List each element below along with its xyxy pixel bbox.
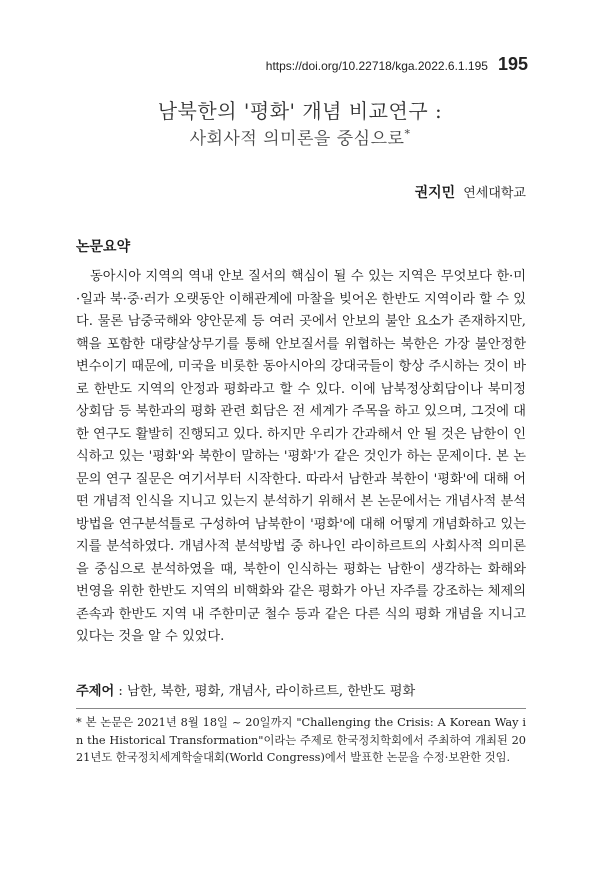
author-name: 권지민 xyxy=(414,185,456,201)
author-affiliation: 연세대학교 xyxy=(463,186,526,201)
keywords-values: 남한, 북한, 평화, 개념사, 라이하르트, 한반도 평화 xyxy=(127,684,416,699)
abstract-body: 동아시아 지역의 역내 안보 질서의 핵심이 될 수 있는 지역은 무엇보다 한·미·일과 북·중·러가 오랫동안 이해관계에 마찰을 빚어온 한반도 지역이라 할 수 있다. 물론 남중국해와 양안문제 등 여러 곳에서 안보의 불안 요소가 존재하지만, 핵을 포함한 대량살상무기를 통해 안보질서를 위협하는 북한은 가장 불안정한 변수이기 때문에, 미국을 비롯한 동아시아의 강대국들이 항상 주시하는 것이 바로 한반도 지역의 안정과 평화라고 할 수 있다. 이에 남북정상회담이나 북미정상회담 등 북한과의 평화 관련 회담은 전 세계가 주목을 하고 있으며, 그것에 대한 연구도 활발히 진행되고 있다. 하지만 우리가 간과해서 안 될 것은 남한이 인식하고 있는 '평화'와 북한이 말하는 '평화'가 같은 것인가 하는 문제이다. 본 논문의 연구 질문은 여기서부터 시작한다. 따라서 남한과 북한이 '평화'에 대해 어떤 개념적 인식을 지니고 있는지 분석하기 위해서 본 논문에서는 개념사적 분석방법을 연구분석틀로 구성하여 남북한이 '평화'에 대해 어떻게 개념화하고 있는지를 분석하였다. 개념사적 분석방법 중 하나인 라이하르트의 사회사적 의미론을 중심으로 분석하였을 때, 북한이 인식하는 평화는 남한이 생각하는 화해와 번영을 위한 한반도 지역의 비핵화와 같은 평화가 아닌 자주를 강조하는 체제의 존속과 한반도 지역 내 주한미군 철수 등과 같은 다른 식의 평화 개념을 지니고 있다는 것을 알 수 있었다. xyxy=(76,269,526,644)
abstract-heading: 논문요약 xyxy=(76,239,131,255)
doi-link[interactable]: https://doi.org/10.22718/kga.2022.6.1.195 xyxy=(265,59,488,73)
page-number: 195 xyxy=(497,54,528,74)
subtitle-text: 사회사적 의미론을 중심으로 xyxy=(189,129,405,149)
keywords-line xyxy=(76,680,526,699)
paper-subtitle xyxy=(0,124,600,149)
footnote: * 본 논문은 2021년 8월 18일 ~ 20일까지 "Challenging the Crisis: A Korean Way in the Historical Transformation"이라는 주제로 한국정치학회에서 주최하여 개최된 2021년도 한국정치세계학술대회(World Congress)에서 발표한 논문을 수정·보완한 것임. xyxy=(76,716,526,764)
author-block xyxy=(415,182,526,202)
footnote-divider xyxy=(76,708,526,709)
page-header xyxy=(266,54,528,75)
keywords-label: 주제어 xyxy=(76,684,115,699)
footnote-marker: * xyxy=(404,127,411,141)
paper-title: 남북한의 '평화' 개념 비교연구 : xyxy=(157,99,443,123)
keywords-separator: : xyxy=(114,684,128,699)
